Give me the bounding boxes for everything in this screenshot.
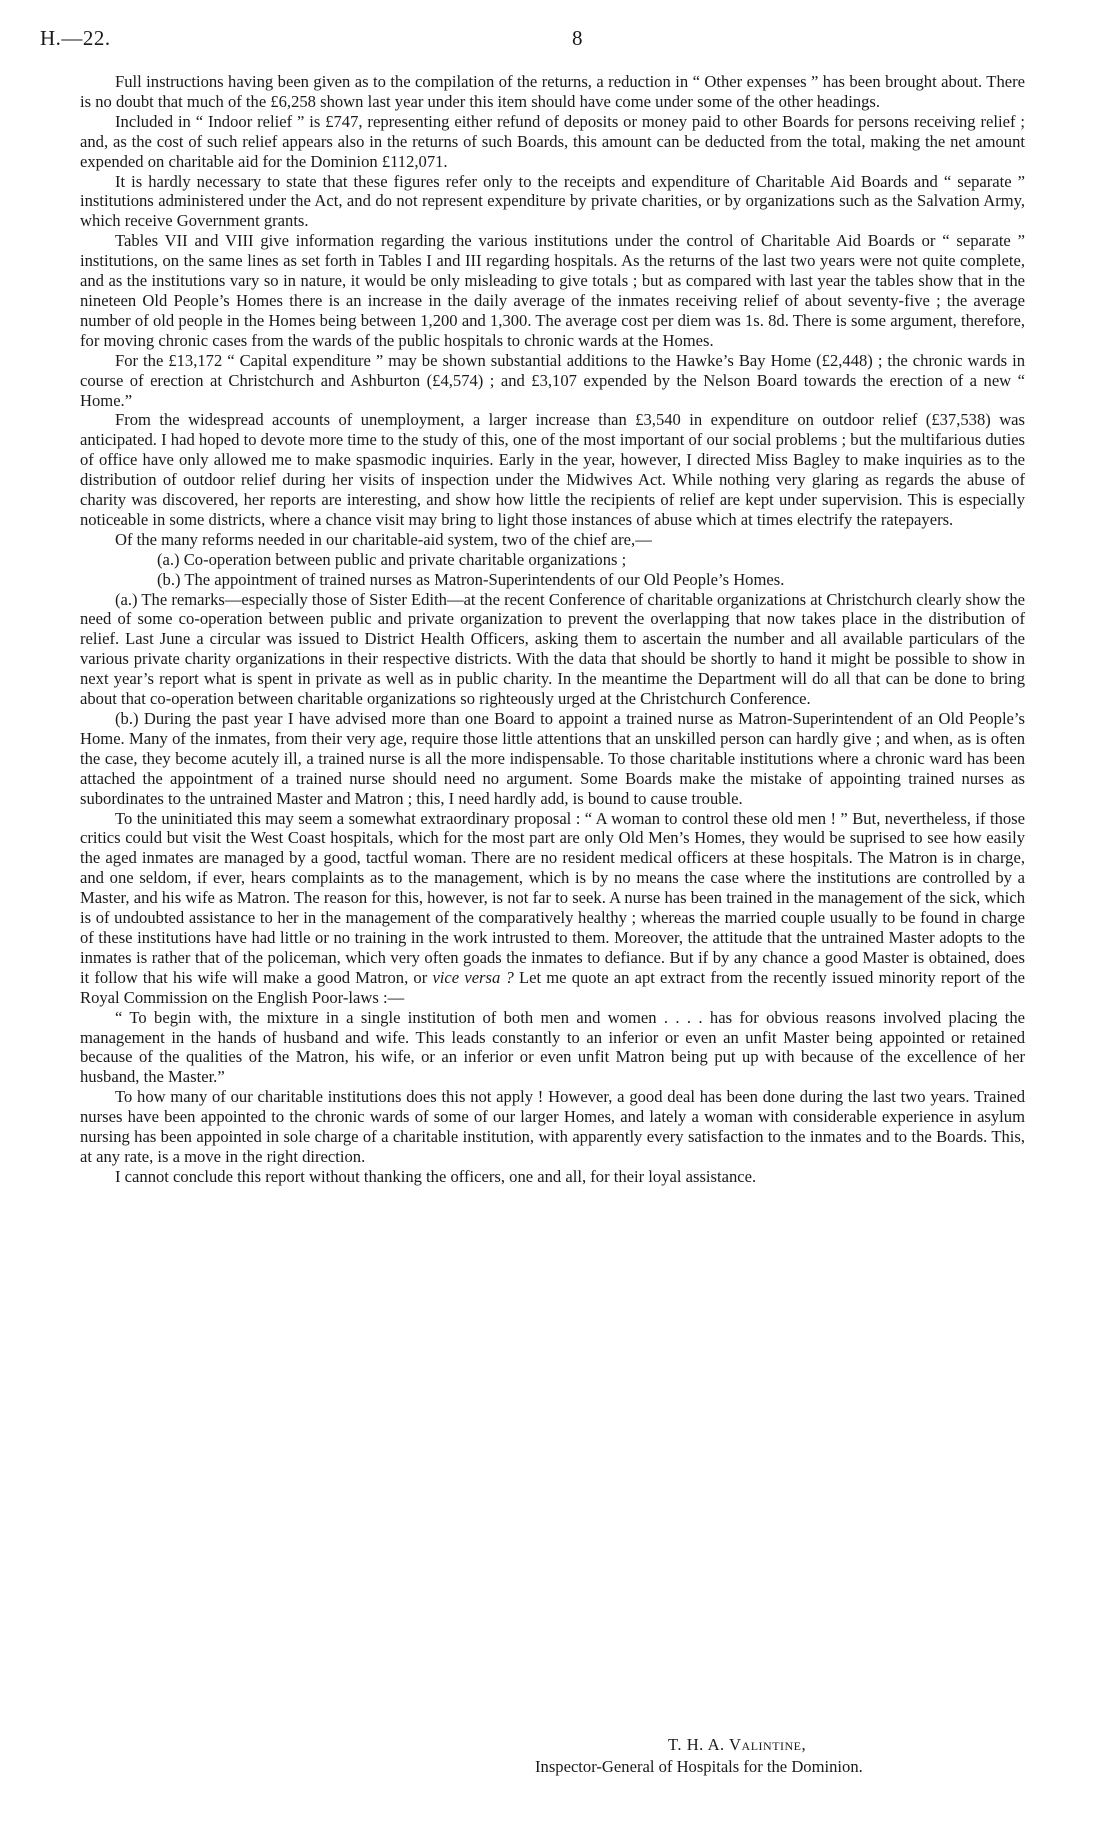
signature-title: Inspector-General of Hospitals for the Dominion. <box>535 1757 863 1776</box>
page-number: 8 <box>572 26 583 50</box>
paragraph-matron-superintendent: (b.) During the past year I have advised more than one Board to appoint a trained nurse as Matron-Superintendent of an Old People’s Home. Many of the inmates, from their very age, require those little attentions that an unskilled person can hardly give ; and when, as is often the case, they become acutely ill, a trained nurse is all the more indispensable. To those charitable institutions where a chronic ward has been attached the appointment of a trained nurse should need no argument. Some Boards make the mistake of appointing trained nurses as subordinates to the untrained Master and Matron ; this, I need hardly add, is bound to cause trouble. <box>80 709 1025 808</box>
paragraph-other-expenses: Full instructions having been given as to the compilation of the returns, a reduction in “ Other expenses ” has been brought about. There is no doubt that much of the £6,258 shown last year under this item should have come under some of the other headings. <box>80 72 1025 111</box>
signature-name: T. H. A. Valintine, <box>668 1735 807 1754</box>
paragraph-outdoor-relief: From the widespread accounts of unemployment, a larger increase than £3,540 in expenditure on outdoor relief (£37,538) was anticipated. I had hoped to devote more time to the study of this, one of the most important of our social problems ; but the multifarious duties of office have only allowed me to make spasmodic inquiries. Early in the year, however, I directed Miss Bagley to make inquiries as to the distribution of outdoor relief during her visits of inspection under the Midwives Act. While nothing very glaring as regards the abuse of charity was discovered, her reports are interesting, and show how little the recipients of relief are kept under supervision. This is especially noticeable in some districts, where a chance visit may bring to light those instances of abuse which at times electrify the ratepayers. <box>80 410 1025 529</box>
paragraph-thanks: I cannot conclude this report without thanking the officers, one and all, for their loyal assistance. <box>115 1166 757 1186</box>
paragraph-cooperation: (a.) The remarks—especially those of Sister Edith—at the recent Conference of charitable organizations at Christchurch clearly show the need of some co-operation between public and private organization to prevent the overlapping that now takes place in the distribution of relief. Last June a circular was issued to District Health Officers, asking them to ascertain the number and all available particulars of the various private charity organizations in their respective districts. With the data that should be shortly to hand it might be possible to show in next year’s report what is spent in private as well as in public charity. In the meantime the Department will do all that can be done to bring about that co-operation between charitable organizations so righteously urged at the Christchurch Conference. <box>80 589 1025 709</box>
paragraph-tables-vii-viii: Tables VII and VIII give information regarding the various institutions under the control of Charitable Aid Boards or “ separate ” institutions, on the same lines as set forth in Tables I and III regarding hospitals. As the returns of the last two years were not quite complete, and as the institutions vary so in nature, it would be only misleading to give totals ; but as compared with last year the tables show that in the nineteen Old People’s Homes there is an increase in the daily average of the inmates receiving relief of about seventy-five ; the average number of old people in the Homes being between 1,200 and 1,300. The average cost per diem was 1s. 8d. There is some argument, therefore, for moving chronic cases from the wards of the public hospitals to chronic wards at the Homes. <box>80 231 1025 350</box>
paragraph-progress: To how many of our charitable institutions does this not apply ! However, a good deal has been done during the last two years. Trained nurses have been appointed to the chronic wards of some of our larger Homes, and lately a woman with considerable experience in asylum nursing has been appointed in sole charge of a charitable institution, with apparently every satisfaction to the inmates and to the Boards. This, at any rate, is a move in the right direction. <box>80 1087 1025 1166</box>
paragraph-uninitiated-text: To the uninitiated this may seem a somewhat extraordinary proposal : “ A woman to control these old men ! ” But, nevertheless, if those critics could but visit the West Coast hospitals, which for the most part are only Old Men’s Homes, they would be suprised to see how easily the aged inmates are managed by a good, tactful woman. There are no resident medical officers at these hospitals. The Matron is in charge, and one seldom, if ever, hears complaints as to the management, which is by no means the case where the institutions are controlled by a Master, and his wife as Matron. The reason for this, however, is not far to seek. A nurse has been trained in the management of the sick, which is of undoubted assistance to her in the management of the comparatively healthy ; whereas the married couple usually to be found in charge of these institutions have had little or no training in the work intrusted to them. Moreover, the attitude that the untrained Master adopts to the inmates is rather that of the policeman, which very often goads the inmates to defiance. But if by any chance a good Master is obtained, does it follow that his wife will make a good Matron, or <box>80 808 1025 987</box>
paragraph-reforms-intro: Of the many reforms needed in our charitable-aid system, two of the chief are,— <box>115 529 652 549</box>
paragraph-indoor-relief: Included in “ Indoor relief ” is £747, representing either refund of deposits or money paid to other Boards for persons receiving relief ; and, as the cost of such relief appears also in the returns of such Boards, this amount can be deducted from the total, making the net amount expended on charitable aid for the Dominion £112,071. <box>80 111 1025 171</box>
vice-versa-phrase: vice versa ? <box>432 967 514 987</box>
list-item-cooperation: (a.) Co-operation between public and private charitable organizations ; <box>157 549 627 569</box>
list-item-trained-nurses: (b.) The appointment of trained nurses as Matron-Superintendents of our Old People’s Homes. <box>157 569 785 589</box>
paragraph-capital-expenditure: For the £13,172 “ Capital expenditure ” may be shown substantial additions to the Hawke’s Bay Home (£2,448) ; the chronic wards in course of erection at Christchurch and Ashburton (£4,574) ; and £3,107 expended by the Nelson Board towards the erection of a new “ Home.” <box>80 350 1025 410</box>
report-body <box>80 72 1025 1187</box>
block-quote: “ To begin with, the mixture in a single institution of both men and women . . . . has for obvious reasons involved placing the management in the hands of husband and wife. This leads constantly to an inferior or even an unfit Master being appointed or retained because of the qualities of the Matron, his wife, or an inferior or even unfit Matron being put up with because of the excellence of her husband, the Master.” <box>80 1007 1025 1087</box>
document-reference: H.—22. <box>40 26 111 50</box>
paragraph-uninitiated <box>80 809 1025 1008</box>
paragraph-figures-scope: It is hardly necessary to state that these figures refer only to the receipts and expenditure of Charitable Aid Boards and “ separate ” institutions administered under the Act, and do not represent expenditure by private charities, or by organizations such as the Salvation Army, which receive Government grants. <box>80 171 1025 231</box>
page-header <box>40 26 1074 56</box>
paragraph-uninitiated-end: Let me quote an apt extract from the recently issued minority report of the Royal Commission on the English Poor-laws :— <box>80 967 1025 1007</box>
